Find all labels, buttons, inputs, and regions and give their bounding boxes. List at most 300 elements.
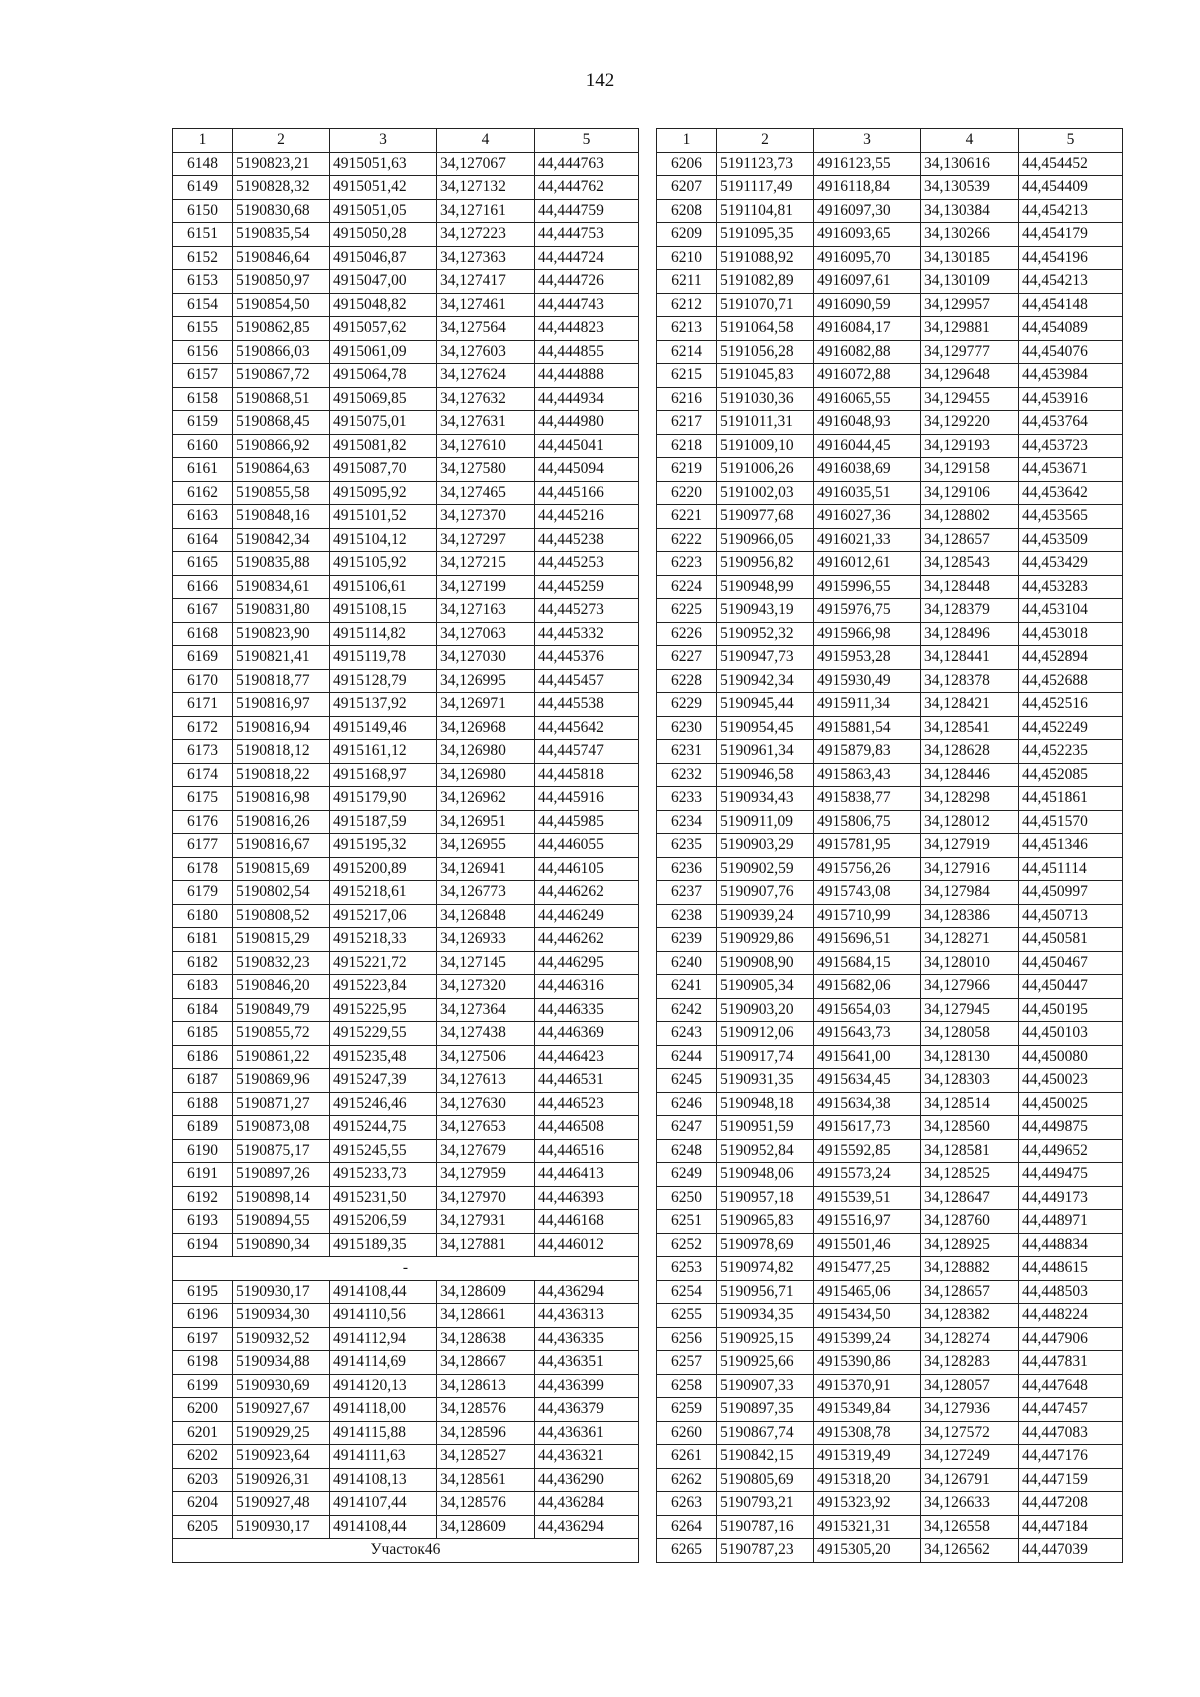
value-cell: 44,445259 [535,575,639,599]
point-number-cell: 6241 [657,975,717,999]
table-row [173,834,639,858]
value-cell: 5190903,20 [717,998,814,1022]
table-row [173,246,639,270]
value-cell: 44,454076 [1019,340,1123,364]
value-cell: 4916097,30 [814,199,921,223]
value-cell: 44,453642 [1019,481,1123,505]
value-cell: 5191006,26 [717,458,814,482]
value-cell: 4915781,95 [814,834,921,858]
value-cell: 34,129158 [921,458,1019,482]
value-cell: 5191070,71 [717,293,814,317]
value-cell: 44,454452 [1019,152,1123,176]
value-cell: 44,451861 [1019,787,1123,811]
value-cell: 44,447083 [1019,1421,1123,1445]
value-cell: 34,126962 [437,787,535,811]
point-number-cell: 6234 [657,810,717,834]
value-cell: 44,447176 [1019,1445,1123,1469]
value-cell: 34,127931 [437,1210,535,1234]
value-cell: 34,129193 [921,434,1019,458]
value-cell: 44,453984 [1019,364,1123,388]
value-cell: 44,444823 [535,317,639,341]
table-row [657,387,1123,411]
value-cell: 5190868,45 [233,411,330,435]
value-cell: 5191082,89 [717,270,814,294]
value-cell: 4916035,51 [814,481,921,505]
value-cell: 4915911,34 [814,693,921,717]
value-cell: 34,127215 [437,552,535,576]
point-number-cell: 6214 [657,340,717,364]
point-number-cell: 6264 [657,1515,717,1539]
value-cell: 44,454409 [1019,176,1123,200]
table-row [657,1280,1123,1304]
value-cell: 4915654,03 [814,998,921,1022]
value-cell: 44,445166 [535,481,639,505]
table-row [657,1069,1123,1093]
value-cell: 4915806,75 [814,810,921,834]
value-cell: 5190927,67 [233,1398,330,1422]
table-row [657,951,1123,975]
value-cell: 5190802,54 [233,881,330,905]
table-row [173,528,639,552]
header-row [173,129,639,153]
value-cell: 44,451346 [1019,834,1123,858]
value-cell: 5190787,23 [717,1539,814,1563]
value-cell: 5190835,54 [233,223,330,247]
table-row [657,528,1123,552]
table-row [657,834,1123,858]
point-number-cell: 6224 [657,575,717,599]
value-cell: 34,128010 [921,951,1019,975]
table-row [657,1022,1123,1046]
table-row [657,1210,1123,1234]
point-number-cell: 6185 [173,1022,233,1046]
value-cell: 44,453509 [1019,528,1123,552]
value-cell: 44,447906 [1019,1327,1123,1351]
column-header: 4 [921,129,1019,153]
value-cell: 44,436361 [535,1421,639,1445]
table-row [173,1069,639,1093]
value-cell: 5190850,97 [233,270,330,294]
value-cell: 5190965,83 [717,1210,814,1234]
value-cell: 5190948,18 [717,1092,814,1116]
value-cell: 4914111,63 [330,1445,437,1469]
value-cell: 5190815,69 [233,857,330,881]
value-cell: 4915179,90 [330,787,437,811]
value-cell: 44,444762 [535,176,639,200]
point-number-cell: 6188 [173,1092,233,1116]
value-cell: 44,445376 [535,646,639,670]
value-cell: 4915246,46 [330,1092,437,1116]
point-number-cell: 6192 [173,1186,233,1210]
value-cell: 44,454148 [1019,293,1123,317]
table-row [657,505,1123,529]
value-cell: 34,128667 [437,1351,535,1375]
value-cell: 34,127610 [437,434,535,458]
point-number-cell: 6237 [657,881,717,905]
value-cell: 44,450195 [1019,998,1123,1022]
table-row [173,1515,639,1539]
value-cell: 4916084,17 [814,317,921,341]
value-cell: 4915161,12 [330,740,437,764]
value-cell: 44,453916 [1019,387,1123,411]
value-cell: 4915218,33 [330,928,437,952]
value-cell: 5191095,35 [717,223,814,247]
point-number-cell: 6238 [657,904,717,928]
table-row [657,1116,1123,1140]
value-cell: 44,447831 [1019,1351,1123,1375]
value-cell: 5190931,35 [717,1069,814,1093]
point-number-cell: 6235 [657,834,717,858]
column-header: 2 [717,129,814,153]
value-cell: 5190897,35 [717,1398,814,1422]
value-cell: 4915516,97 [814,1210,921,1234]
point-number-cell: 6178 [173,857,233,881]
value-cell: 44,446295 [535,951,639,975]
table-row [173,787,639,811]
value-cell: 44,444980 [535,411,639,435]
value-cell: 5190867,72 [233,364,330,388]
value-cell: 4915051,42 [330,176,437,200]
value-cell: 34,126980 [437,763,535,787]
point-number-cell: 6261 [657,1445,717,1469]
column-header: 2 [233,129,330,153]
value-cell: 34,127580 [437,458,535,482]
table-row [657,340,1123,364]
value-cell: 4916095,70 [814,246,921,270]
table-row [657,904,1123,928]
table-row [173,1421,639,1445]
value-cell: 34,127363 [437,246,535,270]
value-cell: 34,129777 [921,340,1019,364]
value-cell: 34,128561 [437,1468,535,1492]
value-cell: 4915743,08 [814,881,921,905]
point-number-cell: 6233 [657,787,717,811]
value-cell: 34,128441 [921,646,1019,670]
value-cell: 34,127249 [921,1445,1019,1469]
column-header: 5 [1019,129,1123,153]
value-cell: 34,127297 [437,528,535,552]
point-number-cell: 6210 [657,246,717,270]
table-row [173,411,639,435]
table-row [657,975,1123,999]
value-cell: 5190954,45 [717,716,814,740]
value-cell: 34,128527 [437,1445,535,1469]
value-cell: 4915592,85 [814,1139,921,1163]
value-cell: 5191088,92 [717,246,814,270]
value-cell: 5190907,33 [717,1374,814,1398]
point-number-cell: 6181 [173,928,233,952]
value-cell: 5190974,82 [717,1257,814,1281]
value-cell: 34,127465 [437,481,535,505]
point-number-cell: 6168 [173,622,233,646]
value-cell: 5190942,34 [717,669,814,693]
value-cell: 5190905,34 [717,975,814,999]
value-cell: 44,453565 [1019,505,1123,529]
value-cell: 44,452235 [1019,740,1123,764]
value-cell: 4915108,15 [330,599,437,623]
table-row [173,458,639,482]
table-row [657,1492,1123,1516]
value-cell: 4915247,39 [330,1069,437,1093]
value-cell: 5190911,09 [717,810,814,834]
table-row [657,787,1123,811]
table-row [657,1515,1123,1539]
point-number-cell: 6255 [657,1304,717,1328]
point-number-cell: 6213 [657,317,717,341]
value-cell: 5190855,72 [233,1022,330,1046]
point-number-cell: 6216 [657,387,717,411]
value-cell: 5190831,80 [233,599,330,623]
value-cell: 44,452085 [1019,763,1123,787]
value-cell: 5190930,69 [233,1374,330,1398]
value-cell: 4915189,35 [330,1233,437,1257]
value-cell: 44,447648 [1019,1374,1123,1398]
table-row [173,1374,639,1398]
value-cell: 4914108,44 [330,1280,437,1304]
value-cell: 44,446516 [535,1139,639,1163]
value-cell: 5190917,74 [717,1045,814,1069]
table-row [657,1398,1123,1422]
value-cell: 5190823,90 [233,622,330,646]
point-number-cell: 6159 [173,411,233,435]
table-row [657,317,1123,341]
value-cell: 44,452894 [1019,646,1123,670]
point-number-cell: 6189 [173,1116,233,1140]
value-cell: 34,126951 [437,810,535,834]
point-number-cell: 6217 [657,411,717,435]
table-row [173,1304,639,1328]
column-header: 4 [437,129,535,153]
value-cell: 34,130266 [921,223,1019,247]
point-number-cell: 6212 [657,293,717,317]
value-cell: 4915106,61 [330,575,437,599]
value-cell: 5190934,35 [717,1304,814,1328]
value-cell: 5190871,27 [233,1092,330,1116]
value-cell: 4915643,73 [814,1022,921,1046]
value-cell: 4916090,59 [814,293,921,317]
point-number-cell: 6183 [173,975,233,999]
value-cell: 34,126941 [437,857,535,881]
value-cell: 5190793,21 [717,1492,814,1516]
point-number-cell: 6150 [173,199,233,223]
value-cell: 44,450581 [1019,928,1123,952]
point-number-cell: 6152 [173,246,233,270]
value-cell: 34,127364 [437,998,535,1022]
value-cell: 5190832,23 [233,951,330,975]
value-cell: 4915069,85 [330,387,437,411]
value-cell: 44,450467 [1019,951,1123,975]
value-cell: 5190934,30 [233,1304,330,1328]
value-cell: 44,446262 [535,881,639,905]
table-row [657,293,1123,317]
value-cell: 5191064,58 [717,317,814,341]
point-number-cell: 6148 [173,152,233,176]
table-row [657,810,1123,834]
value-cell: 5190830,68 [233,199,330,223]
value-cell: 34,127919 [921,834,1019,858]
value-cell: 44,445238 [535,528,639,552]
point-number-cell: 6205 [173,1515,233,1539]
value-cell: 4915881,54 [814,716,921,740]
value-cell: 34,128925 [921,1233,1019,1257]
table-row [173,1163,639,1187]
value-cell: 5190818,77 [233,669,330,693]
point-number-cell: 6204 [173,1492,233,1516]
value-cell: 34,128446 [921,763,1019,787]
value-cell: 4915390,86 [814,1351,921,1375]
value-cell: 5190939,24 [717,904,814,928]
value-cell: 4915200,89 [330,857,437,881]
table-row [657,1421,1123,1445]
value-cell: 44,454089 [1019,317,1123,341]
point-number-cell: 6162 [173,481,233,505]
value-cell: 4915149,46 [330,716,437,740]
value-cell: 44,446262 [535,928,639,952]
value-cell: 5190868,51 [233,387,330,411]
value-cell: 4916044,45 [814,434,921,458]
value-cell: 4915573,24 [814,1163,921,1187]
value-cell: 34,127320 [437,975,535,999]
point-number-cell: 6257 [657,1351,717,1375]
value-cell: 34,126980 [437,740,535,764]
coordinates-table-right [656,128,1123,1563]
point-number-cell: 6259 [657,1398,717,1422]
point-number-cell: 6258 [657,1374,717,1398]
point-number-cell: 6194 [173,1233,233,1257]
table-row [657,270,1123,294]
table-row [173,1022,639,1046]
table-row [657,622,1123,646]
value-cell: 44,445041 [535,434,639,458]
table-row [173,434,639,458]
value-cell: 34,128541 [921,716,1019,740]
point-number-cell: 6154 [173,293,233,317]
value-cell: 4915319,49 [814,1445,921,1469]
value-cell: 34,126562 [921,1539,1019,1563]
value-cell: 44,436335 [535,1327,639,1351]
value-cell: 34,126633 [921,1492,1019,1516]
value-cell: 34,128657 [921,528,1019,552]
point-number-cell: 6198 [173,1351,233,1375]
table-row [173,223,639,247]
point-number-cell: 6202 [173,1445,233,1469]
point-number-cell: 6211 [657,270,717,294]
table-row [657,575,1123,599]
table-row [657,1468,1123,1492]
table-row [173,1116,639,1140]
value-cell: 5190815,29 [233,928,330,952]
value-cell: 44,436379 [535,1398,639,1422]
value-cell: 5190862,85 [233,317,330,341]
value-cell: 4915051,05 [330,199,437,223]
value-cell: 44,444759 [535,199,639,223]
value-cell: 4915046,87 [330,246,437,270]
value-cell: 44,453018 [1019,622,1123,646]
table-row [657,1304,1123,1328]
value-cell: 4915128,79 [330,669,437,693]
table-row [173,998,639,1022]
point-number-cell: 6149 [173,176,233,200]
value-cell: 44,444934 [535,387,639,411]
value-cell: 34,128303 [921,1069,1019,1093]
point-number-cell: 6246 [657,1092,717,1116]
page-number: 142 [585,70,615,91]
value-cell: 34,126968 [437,716,535,740]
point-number-cell: 6226 [657,622,717,646]
point-number-cell: 6256 [657,1327,717,1351]
value-cell: 44,450713 [1019,904,1123,928]
table-row [173,152,639,176]
value-cell: 5190816,26 [233,810,330,834]
value-cell: 5190923,64 [233,1445,330,1469]
value-cell: 44,436351 [535,1351,639,1375]
value-cell: 44,446168 [535,1210,639,1234]
value-cell: 44,436294 [535,1280,639,1304]
value-cell: 34,127945 [921,998,1019,1022]
value-cell: 44,450023 [1019,1069,1123,1093]
value-cell: 4915221,72 [330,951,437,975]
value-cell: 44,448971 [1019,1210,1123,1234]
value-cell: 34,127966 [921,975,1019,999]
value-cell: 34,130384 [921,199,1019,223]
table-row [657,693,1123,717]
coordinates-table-left [172,128,639,1563]
value-cell: 34,128802 [921,505,1019,529]
point-number-cell: 6174 [173,763,233,787]
value-cell: 5190842,15 [717,1445,814,1469]
table-row [657,881,1123,905]
value-cell: 5190869,96 [233,1069,330,1093]
value-cell: 5190834,61 [233,575,330,599]
value-cell: 34,129220 [921,411,1019,435]
point-number-cell: 6262 [657,1468,717,1492]
value-cell: 34,128581 [921,1139,1019,1163]
point-number-cell: 6176 [173,810,233,834]
value-cell: 44,454179 [1019,223,1123,247]
value-cell: 34,129106 [921,481,1019,505]
value-cell: 4915101,52 [330,505,437,529]
point-number-cell: 6222 [657,528,717,552]
table-row [657,669,1123,693]
value-cell: 4915879,83 [814,740,921,764]
value-cell: 44,454213 [1019,199,1123,223]
point-number-cell: 6243 [657,1022,717,1046]
value-cell: 4914108,13 [330,1468,437,1492]
value-cell: 4915087,70 [330,458,437,482]
table-row [173,1045,639,1069]
table-row [173,176,639,200]
value-cell: 44,451570 [1019,810,1123,834]
table-row [173,975,639,999]
value-cell: 34,127970 [437,1186,535,1210]
table-row [173,552,639,576]
value-cell: 34,126971 [437,693,535,717]
value-cell: 34,128760 [921,1210,1019,1234]
value-cell: 5190956,82 [717,552,814,576]
value-cell: 44,449875 [1019,1116,1123,1140]
table-row [657,763,1123,787]
value-cell: 5190957,18 [717,1186,814,1210]
table-row [173,1186,639,1210]
point-number-cell: 6171 [173,693,233,717]
value-cell: 5190855,58 [233,481,330,505]
value-cell: 44,445332 [535,622,639,646]
value-cell: 34,127603 [437,340,535,364]
value-cell: 5190846,20 [233,975,330,999]
point-number-cell: 6151 [173,223,233,247]
point-number-cell: 6175 [173,787,233,811]
value-cell: 34,130185 [921,246,1019,270]
